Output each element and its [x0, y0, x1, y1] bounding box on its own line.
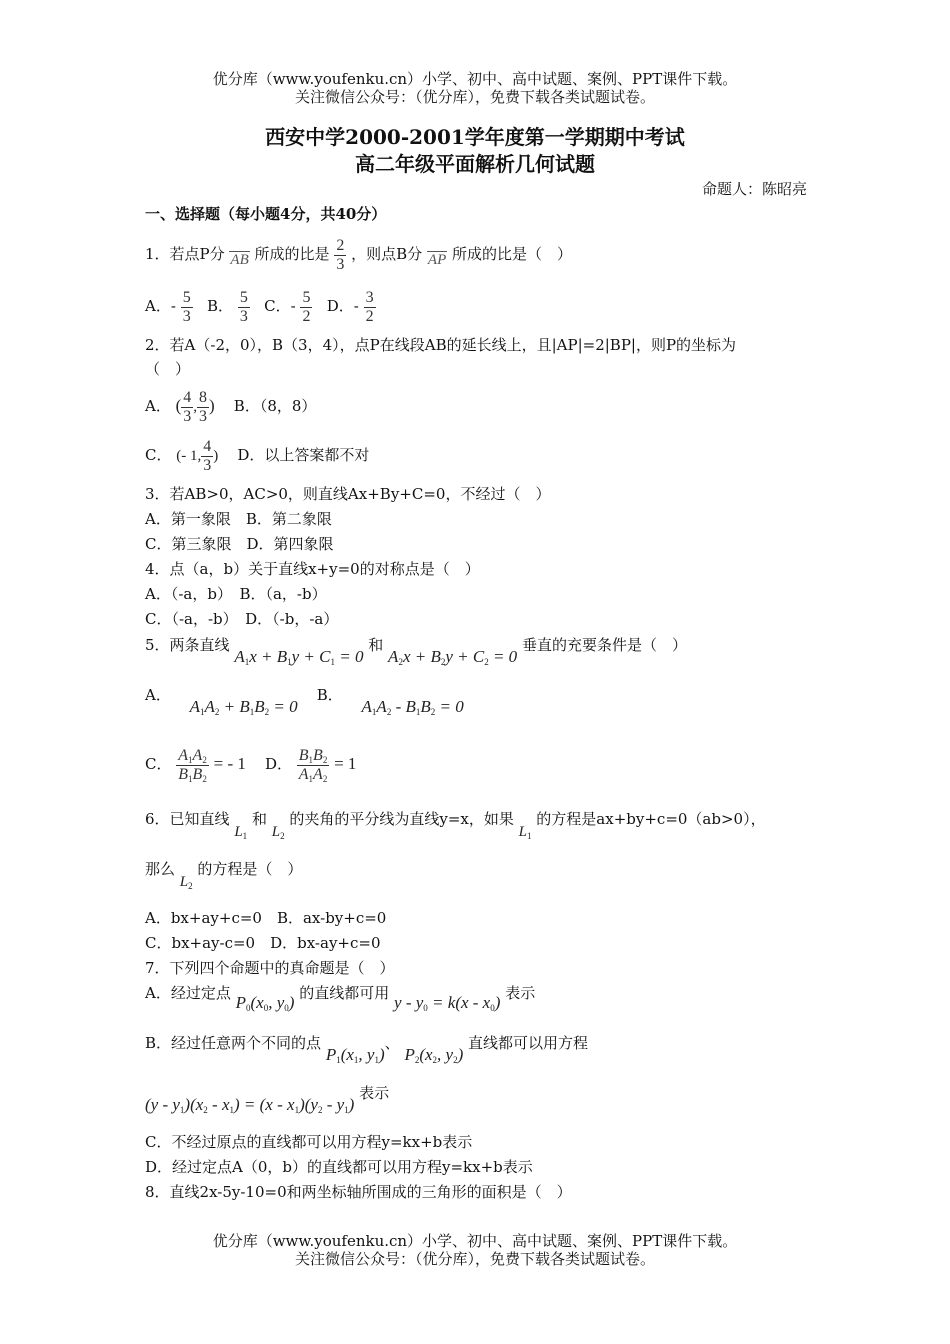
question-5	[145, 636, 687, 667]
q2-option-a: A．	[145, 397, 171, 415]
q7-b-point-p1: $P_1(x_1$, $y_1$)	[325, 1045, 385, 1065]
q2-a-num-2: 8	[199, 388, 208, 406]
header-line-1: 优分库（www.youfenku.cn）小学、初中、高中试题、案例、PPT课件下载。	[212, 70, 738, 88]
q6-options-cd: C．bx+ay-c=0 D．bx-ay+c=0	[145, 934, 381, 952]
q1-ratio-fraction	[334, 237, 346, 274]
q7-option-c: C．不经过原点的直线都可以用方程y=kx+b表示	[145, 1133, 473, 1151]
question-3: 3．若AB>0，AC>0，则直线Ax+By+C=0，不经过（ ）	[145, 485, 551, 503]
q1-text-2: 所成的比是	[254, 245, 330, 263]
q2-a-den-1: 3	[183, 407, 192, 425]
q5-line-1-equation: $A_1x + B_1y + C_1 = 0$	[234, 647, 364, 667]
q2-c-paren-close: )	[213, 448, 219, 464]
q2-options-ab	[145, 388, 316, 426]
q7-b-text-2: 、	[384, 1034, 400, 1052]
question-8: 8．直线2x-5y-10=0和两坐标轴所围成的三角形的面积是（ ）	[145, 1183, 572, 1201]
q6-symbol-l2: $L_2$	[271, 824, 285, 841]
q5-option-c-frac	[176, 747, 209, 784]
q7-a-equation: $y - y_0 = k(x - x_0)$	[394, 993, 501, 1013]
q2-a-paren-open: (	[175, 396, 182, 415]
q1-c-num: 5	[302, 288, 311, 306]
q5-option-d-frac	[297, 747, 330, 784]
q3-options-ab: A．第一象限 B．第二象限	[145, 510, 332, 528]
q1-option-c-frac	[300, 289, 312, 326]
q1-ratio-num: 2	[336, 236, 345, 254]
q1-d-num: 3	[365, 288, 374, 306]
q2-option-c: C．	[145, 446, 172, 464]
question-6-line-2	[145, 860, 303, 891]
q1-b-num: 5	[239, 288, 248, 306]
vector-ap: AP	[427, 251, 447, 268]
q2-a-den-2: 3	[199, 407, 208, 425]
q5-d-num: $B_1B_2$	[298, 746, 328, 765]
q5-options-cd	[145, 744, 356, 784]
q6-symbol-l1: $L_1$	[234, 824, 248, 841]
q6-symbol-l1-b: $L_1$	[518, 824, 532, 841]
footer-line-1: 优分库（www.youfenku.cn）小学、初中、高中试题、案例、PPT课件下载。	[212, 1232, 738, 1250]
q4-options-ab: A．（-a，b） B．（a，-b）	[145, 585, 327, 603]
question-2-line-1: 2．若A（-2，0），B（3，4），点P在线段AB的延长线上，且|AP|=2|BP|，则P的坐标为	[145, 336, 737, 354]
q1-option-c: C．-	[264, 297, 296, 315]
q5-option-b: B．	[316, 686, 343, 704]
q5-text-2: 和	[368, 636, 384, 654]
q1-text-1: 1．若点P分	[145, 245, 225, 263]
q1-option-d: D．-	[326, 297, 359, 315]
question-1	[145, 236, 572, 274]
q4-options-cd: C．（-a，-b） D．（-b，-a）	[145, 610, 339, 628]
question-7: 7．下列四个命题中的真命题是（ ）	[145, 959, 395, 977]
q5-option-c: C．	[145, 755, 172, 773]
question-2-line-2: （ ）	[145, 360, 191, 378]
q7-b-text-1: B．经过任意两个不同的点	[145, 1034, 322, 1052]
q1-d-den: 2	[365, 307, 374, 325]
q5-d-rhs: = 1	[334, 754, 357, 773]
footer-line-2: 关注微信公众号：（优分库），免费下载各类试题试卷。	[294, 1250, 655, 1268]
q1-option-d-frac	[364, 289, 376, 326]
q2-c-den: 3	[203, 456, 212, 474]
q2-c-prefix: (- 1,	[176, 448, 202, 464]
q5-option-d: D．	[264, 755, 292, 773]
q2-a-num-1: 4	[183, 388, 192, 406]
q6-text-1: 6．已知直线	[145, 810, 230, 828]
q6-symbol-l2-b: $L_2$	[179, 874, 193, 891]
q1-b-den: 3	[239, 307, 248, 325]
q2-a-paren-close: )	[209, 396, 215, 415]
q5-c-den: $B_1B_2$	[178, 765, 207, 784]
q5-option-b-formula: $A_1A_2 - B_1B_2 = 0$	[361, 697, 464, 717]
q7-b-equation: $(y - y_1)(x_2 - x_1) = (x - x_1)(y_2 - y_1)$	[145, 1095, 355, 1115]
q1-ratio-den: 3	[336, 255, 345, 273]
q6-text-4: 的方程是ax+by+c=0（ab>0），	[536, 810, 766, 828]
q7-option-d: D．经过定点A（0，b）的直线都可以用方程y=kx+b表示	[145, 1158, 533, 1176]
q3-options-cd: C．第三象限 D．第四象限	[145, 535, 334, 553]
q7-a-text-1: A．经过定点	[145, 984, 231, 1002]
q2-c-num: 4	[203, 437, 212, 455]
q2-options-cd	[145, 437, 369, 475]
q2-a-frac-1	[181, 389, 193, 426]
q5-line-2-equation: $A_2x + B_2y + C_2 = 0$	[388, 647, 518, 667]
question-4: 4．点（a，b）关于直线x+y=0的对称点是（ ）	[145, 560, 480, 578]
q1-a-den: 3	[182, 307, 191, 325]
q1-a-num: 5	[182, 288, 191, 306]
q5-options-ab	[145, 686, 464, 717]
q7-option-b-line-2	[145, 1084, 390, 1115]
q5-d-den: $A_1A_2$	[298, 765, 328, 784]
q1-text-4: 所成的比是（ ）	[452, 245, 573, 263]
q7-a-text-3: 表示	[505, 984, 536, 1002]
q1-option-a: A．-	[145, 297, 176, 315]
exam-title: 西安中学2000-2001学年度第一学期期中考试	[265, 125, 685, 149]
q2-a-frac-2	[197, 389, 209, 426]
exam-author: 命题人：陈昭亮	[701, 180, 807, 198]
section-heading: 一、选择题（每小题4分，共40分）	[145, 205, 387, 223]
q7-option-b-line-1	[145, 1034, 589, 1065]
header-line-2: 关注微信公众号：（优分库），免费下载各类试题试卷。	[294, 88, 655, 106]
q7-b-text-4: 表示	[359, 1084, 390, 1102]
question-6-line-1	[145, 810, 766, 841]
exam-subtitle: 高二年级平面解析几何试题	[355, 152, 595, 176]
q5-c-rhs: = - 1	[213, 754, 246, 773]
q1-option-b-frac	[238, 289, 250, 326]
q2-c-frac	[201, 438, 213, 475]
q7-option-a	[145, 984, 536, 1013]
q6-text-2: 和	[251, 810, 267, 828]
q7-b-text-3: 直线都可以用方程	[468, 1034, 589, 1052]
q5-text-1: 5．两条直线	[145, 636, 230, 654]
q2-option-b: B．（8，8）	[233, 397, 317, 415]
q7-b-point-p2: $P_2(x_2$, $y_2$)	[404, 1045, 464, 1065]
q6-text-6: 的方程是（ ）	[197, 860, 303, 878]
q7-a-text-2: 的直线都可用	[299, 984, 390, 1002]
q1-options	[145, 288, 376, 326]
q5-c-num: $A_1A_2$	[178, 746, 207, 765]
q5-option-a-formula: $A_1A_2 + B_1B_2 = 0$	[189, 697, 298, 717]
q5-option-a: A．	[145, 686, 171, 704]
q5-text-3: 垂直的充要条件是（ ）	[521, 636, 687, 654]
q2-option-d: D．以上答案都不对	[237, 446, 370, 464]
q1-option-b: B．	[207, 297, 234, 315]
q1-c-den: 2	[302, 307, 311, 325]
q6-text-3: 的夹角的平分线为直线y=x，如果	[289, 810, 514, 828]
vector-ab: AB	[230, 251, 249, 268]
q6-options-ab: A．bx+ay+c=0 B．ax-by+c=0	[145, 909, 387, 927]
q1-text-3: ，则点B分	[351, 245, 423, 263]
q2-a-comma: ,	[193, 399, 198, 415]
q7-a-point-p0: $P_0(x_0$, $y_0$)	[235, 993, 295, 1013]
q1-option-a-frac	[181, 289, 193, 326]
q6-text-5: 那么	[145, 860, 176, 878]
